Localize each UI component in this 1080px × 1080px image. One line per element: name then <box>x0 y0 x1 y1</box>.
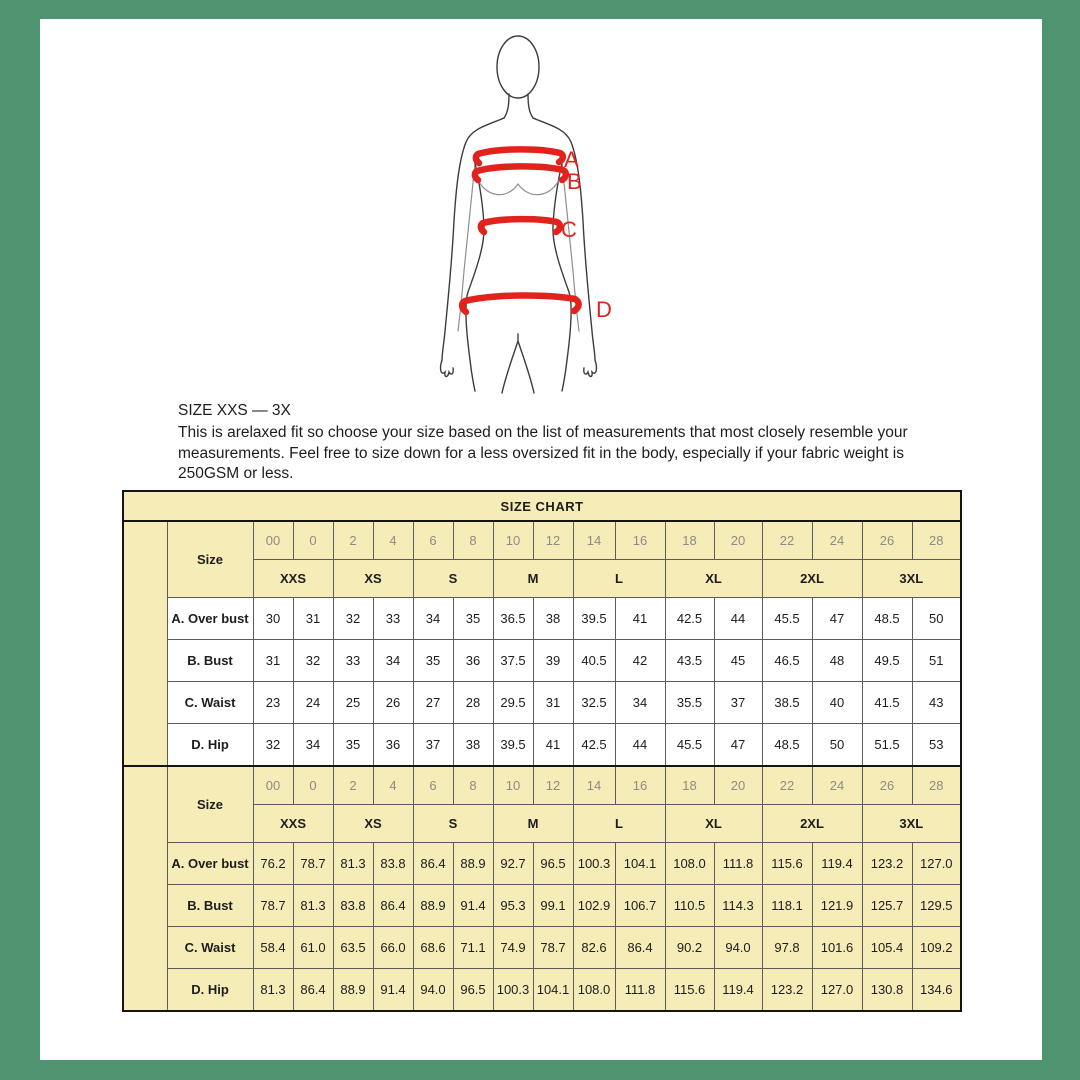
measurement-value: 42 <box>615 640 665 682</box>
measurement-value: 119.4 <box>812 843 862 885</box>
measurement-value: 118.1 <box>762 885 812 927</box>
measurement-value: 45 <box>714 640 762 682</box>
measurement-value: 37 <box>413 724 453 767</box>
measurement-value: 63.5 <box>333 927 373 969</box>
numeric-size-cell: 10 <box>493 766 533 805</box>
measurement-row <box>123 969 961 1012</box>
numeric-size-cell: 12 <box>533 521 573 560</box>
intro-text-block <box>178 401 950 485</box>
numeric-size-cell: 12 <box>533 766 573 805</box>
measurement-value: 86.4 <box>373 885 413 927</box>
measurement-value: 115.6 <box>762 843 812 885</box>
measurement-value: 51.5 <box>862 724 912 767</box>
measurement-value: 104.1 <box>615 843 665 885</box>
measurement-value: 44 <box>714 598 762 640</box>
measurement-value: 34 <box>615 682 665 724</box>
measurement-value: 40.5 <box>573 640 615 682</box>
measurement-value: 81.3 <box>333 843 373 885</box>
measurement-value: 86.4 <box>413 843 453 885</box>
measurement-value: 43.5 <box>665 640 714 682</box>
band-label-c: C <box>561 217 577 242</box>
measurement-value: 38 <box>533 598 573 640</box>
measurement-value: 47 <box>714 724 762 767</box>
size-chart-table <box>122 490 962 1012</box>
measurement-value: 96.5 <box>533 843 573 885</box>
figure-hand-right <box>584 360 597 377</box>
measurement-value: 99.1 <box>533 885 573 927</box>
measurement-value: 81.3 <box>293 885 333 927</box>
numeric-size-cell: 18 <box>665 521 714 560</box>
measurement-value: 78.7 <box>533 927 573 969</box>
measurement-value: 82.6 <box>573 927 615 969</box>
measurement-value: 41 <box>615 598 665 640</box>
measurement-value: 45.5 <box>665 724 714 767</box>
measurement-value: 35 <box>453 598 493 640</box>
measurement-value: 76.2 <box>253 843 293 885</box>
measurement-value: 38 <box>453 724 493 767</box>
measurement-value: 104.1 <box>533 969 573 1012</box>
measurement-value: 78.7 <box>293 843 333 885</box>
measurement-row <box>123 724 961 767</box>
measurement-value: 41.5 <box>862 682 912 724</box>
measurement-row <box>123 598 961 640</box>
numeric-size-row <box>123 521 961 560</box>
measurement-value: 53 <box>912 724 961 767</box>
measurement-value: 88.9 <box>453 843 493 885</box>
measurement-value: 23 <box>253 682 293 724</box>
measurement-value: 51 <box>912 640 961 682</box>
letter-size-cell: XS <box>333 560 413 598</box>
letter-size-cell: XL <box>665 560 762 598</box>
measurement-value: 123.2 <box>762 969 812 1012</box>
numeric-size-cell: 0 <box>293 521 333 560</box>
letter-size-cell: S <box>413 560 493 598</box>
letter-size-cell: 2XL <box>762 805 862 843</box>
band-label-a: A <box>564 147 579 172</box>
size-row-header: Size <box>167 521 253 598</box>
measurement-value: 68.6 <box>413 927 453 969</box>
numeric-size-cell: 20 <box>714 521 762 560</box>
measurement-value: 111.8 <box>714 843 762 885</box>
measurement-value: 25 <box>333 682 373 724</box>
measurement-value: 119.4 <box>714 969 762 1012</box>
measurement-value: 48.5 <box>762 724 812 767</box>
measurement-value: 39.5 <box>573 598 615 640</box>
numeric-size-cell: 20 <box>714 766 762 805</box>
measurement-value: 32 <box>293 640 333 682</box>
numeric-size-cell: 0 <box>293 766 333 805</box>
size-chart-title: SIZE CHART <box>123 491 961 521</box>
measurement-value: 31 <box>533 682 573 724</box>
measurement-label: A. Over bust <box>167 843 253 885</box>
measurement-value: 105.4 <box>862 927 912 969</box>
measurement-value: 31 <box>293 598 333 640</box>
numeric-size-cell: 24 <box>812 521 862 560</box>
numeric-size-cell: 22 <box>762 766 812 805</box>
measurement-label: B. Bust <box>167 885 253 927</box>
numeric-size-cell: 14 <box>573 521 615 560</box>
measurement-value: 127.0 <box>812 969 862 1012</box>
letter-size-cell: 3XL <box>862 805 961 843</box>
figure-torso-left <box>466 163 484 391</box>
measurement-value: 109.2 <box>912 927 961 969</box>
measurement-label: B. Bust <box>167 640 253 682</box>
measurement-value: 97.8 <box>762 927 812 969</box>
numeric-size-cell: 6 <box>413 521 453 560</box>
numeric-size-cell: 00 <box>253 766 293 805</box>
numeric-size-cell: 24 <box>812 766 862 805</box>
measurement-value: 83.8 <box>373 843 413 885</box>
measurement-value: 86.4 <box>293 969 333 1012</box>
letter-size-cell: L <box>573 805 665 843</box>
measurement-value: 34 <box>373 640 413 682</box>
measurement-value: 78.7 <box>253 885 293 927</box>
numeric-size-cell: 4 <box>373 521 413 560</box>
measurement-label: D. Hip <box>167 724 253 767</box>
measurement-value: 42.5 <box>573 724 615 767</box>
measurement-value: 36 <box>373 724 413 767</box>
measurement-value: 32 <box>333 598 373 640</box>
figure-head <box>497 36 539 98</box>
measurement-value: 111.8 <box>615 969 665 1012</box>
numeric-size-cell: 28 <box>912 521 961 560</box>
measurement-value: 92.7 <box>493 843 533 885</box>
band-a-overbust <box>476 149 563 163</box>
measurement-value: 61.0 <box>293 927 333 969</box>
measurement-value: 95.3 <box>493 885 533 927</box>
measurement-value: 88.9 <box>333 969 373 1012</box>
measurement-value: 66.0 <box>373 927 413 969</box>
intro-title: SIZE XXS — 3X <box>178 402 291 419</box>
measurement-value: 41 <box>533 724 573 767</box>
measurement-value: 58.4 <box>253 927 293 969</box>
intro-body: This is arelaxed fit so choose your size based on the list of measurements that most closely resemble your measurements. Feel free to size down for a less oversized fit in the body, especially if your fabric weight is 250GSM or less. <box>178 423 908 483</box>
numeric-size-cell: 10 <box>493 521 533 560</box>
measurement-value: 108.0 <box>573 969 615 1012</box>
measurement-value: 45.5 <box>762 598 812 640</box>
measurement-value: 106.7 <box>615 885 665 927</box>
figure-neck-left <box>504 94 509 118</box>
measurement-value: 35 <box>333 724 373 767</box>
band-label-d: D <box>596 297 612 322</box>
measurement-value: 91.4 <box>373 969 413 1012</box>
measurement-label: A. Over bust <box>167 598 253 640</box>
figure-torso-right <box>553 163 571 391</box>
figure-bust-curves <box>477 178 560 195</box>
measurement-value: 123.2 <box>862 843 912 885</box>
numeric-size-cell: 8 <box>453 766 493 805</box>
letter-size-cell: L <box>573 560 665 598</box>
measurement-value: 35 <box>413 640 453 682</box>
figure-arm-left <box>442 118 504 360</box>
measurement-row <box>123 640 961 682</box>
letter-size-cell: M <box>493 560 573 598</box>
figure-hand-left <box>441 360 454 377</box>
figure-legs-inner <box>502 334 534 393</box>
measurement-value: 39 <box>533 640 573 682</box>
measurement-value: 33 <box>333 640 373 682</box>
measurement-value: 88.9 <box>413 885 453 927</box>
numeric-size-cell: 00 <box>253 521 293 560</box>
measurement-value: 83.8 <box>333 885 373 927</box>
measurement-value: 91.4 <box>453 885 493 927</box>
measurement-value: 100.3 <box>573 843 615 885</box>
measurement-value: 96.5 <box>453 969 493 1012</box>
body-measurement-figure <box>438 29 618 397</box>
letter-size-cell: XXS <box>253 560 333 598</box>
measurement-label: D. Hip <box>167 969 253 1012</box>
letter-size-cell: 3XL <box>862 560 961 598</box>
measurement-value: 94.0 <box>714 927 762 969</box>
size-row-header: Size <box>167 766 253 843</box>
numeric-size-cell: 26 <box>862 521 912 560</box>
band-d-hip <box>462 295 579 312</box>
letter-size-cell: XXS <box>253 805 333 843</box>
spacer-cell <box>123 766 167 1011</box>
measurement-value: 34 <box>413 598 453 640</box>
numeric-size-cell: 28 <box>912 766 961 805</box>
measurement-value: 24 <box>293 682 333 724</box>
measurement-value: 48 <box>812 640 862 682</box>
measurement-row <box>123 885 961 927</box>
letter-size-cell: XS <box>333 805 413 843</box>
measurement-value: 42.5 <box>665 598 714 640</box>
band-b-bust <box>475 166 566 180</box>
measurement-value: 34 <box>293 724 333 767</box>
band-c-waist <box>481 219 560 232</box>
numeric-size-cell: 16 <box>615 766 665 805</box>
measurement-value: 27 <box>413 682 453 724</box>
measurement-value: 125.7 <box>862 885 912 927</box>
measurement-value: 48.5 <box>862 598 912 640</box>
measurement-value: 37 <box>714 682 762 724</box>
measurement-value: 40 <box>812 682 862 724</box>
measurement-value: 29.5 <box>493 682 533 724</box>
measurement-value: 134.6 <box>912 969 961 1012</box>
figure-neck-right <box>528 94 533 118</box>
measurement-value: 110.5 <box>665 885 714 927</box>
numeric-size-cell: 4 <box>373 766 413 805</box>
spacer-cell <box>123 521 167 766</box>
measurement-value: 36.5 <box>493 598 533 640</box>
measurement-label: C. Waist <box>167 682 253 724</box>
measurement-value: 32 <box>253 724 293 767</box>
measurement-value: 47 <box>812 598 862 640</box>
measurement-value: 90.2 <box>665 927 714 969</box>
measurement-value: 100.3 <box>493 969 533 1012</box>
measurement-value: 86.4 <box>615 927 665 969</box>
numeric-size-cell: 14 <box>573 766 615 805</box>
measurement-value: 127.0 <box>912 843 961 885</box>
letter-size-cell: M <box>493 805 573 843</box>
measurement-value: 71.1 <box>453 927 493 969</box>
numeric-size-cell: 18 <box>665 766 714 805</box>
band-label-b: B <box>567 169 582 194</box>
measurement-row <box>123 843 961 885</box>
measurement-value: 43 <box>912 682 961 724</box>
numeric-size-cell: 8 <box>453 521 493 560</box>
measurement-row <box>123 927 961 969</box>
letter-size-cell: S <box>413 805 493 843</box>
measurement-value: 33 <box>373 598 413 640</box>
measurement-value: 46.5 <box>762 640 812 682</box>
numeric-size-cell: 2 <box>333 766 373 805</box>
measurement-value: 50 <box>912 598 961 640</box>
numeric-size-cell: 22 <box>762 521 812 560</box>
measurement-value: 130.8 <box>862 969 912 1012</box>
measurement-label: C. Waist <box>167 927 253 969</box>
measurement-value: 28 <box>453 682 493 724</box>
numeric-size-cell: 16 <box>615 521 665 560</box>
numeric-size-cell: 2 <box>333 521 373 560</box>
measurement-value: 94.0 <box>413 969 453 1012</box>
measurement-value: 108.0 <box>665 843 714 885</box>
measurement-value: 26 <box>373 682 413 724</box>
measurement-value: 49.5 <box>862 640 912 682</box>
letter-size-cell: 2XL <box>762 560 862 598</box>
measurement-value: 39.5 <box>493 724 533 767</box>
numeric-size-cell: 6 <box>413 766 453 805</box>
measurement-value: 74.9 <box>493 927 533 969</box>
numeric-size-cell: 26 <box>862 766 912 805</box>
measurement-value: 44 <box>615 724 665 767</box>
measurement-value: 30 <box>253 598 293 640</box>
measurement-value: 35.5 <box>665 682 714 724</box>
measurement-row <box>123 682 961 724</box>
numeric-size-row <box>123 766 961 805</box>
measurement-value: 101.6 <box>812 927 862 969</box>
measurement-value: 81.3 <box>253 969 293 1012</box>
measurement-value: 31 <box>253 640 293 682</box>
measurement-value: 121.9 <box>812 885 862 927</box>
measurement-value: 32.5 <box>573 682 615 724</box>
page-background <box>40 19 1042 1060</box>
measurement-value: 36 <box>453 640 493 682</box>
measurement-value: 50 <box>812 724 862 767</box>
measurement-value: 115.6 <box>665 969 714 1012</box>
measurement-value: 129.5 <box>912 885 961 927</box>
measurement-value: 102.9 <box>573 885 615 927</box>
measurement-value: 38.5 <box>762 682 812 724</box>
measurement-value: 114.3 <box>714 885 762 927</box>
measurement-value: 37.5 <box>493 640 533 682</box>
letter-size-cell: XL <box>665 805 762 843</box>
